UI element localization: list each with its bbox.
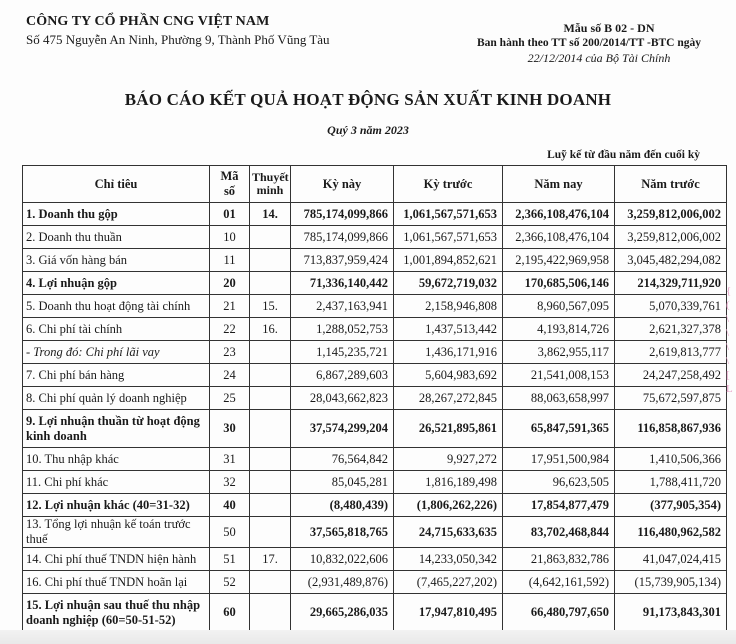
cumulative-label: Luỹ kế từ đầu năm đến cuối kỳ [547, 149, 700, 161]
cell-this-period: 785,174,099,866 [291, 226, 394, 249]
cell-this-year: 17,854,877,479 [503, 494, 615, 517]
cell-prior-year: (377,905,354) [615, 494, 727, 517]
cell-note [250, 494, 291, 517]
table-row [23, 341, 727, 364]
cell-item: 11. Chi phí khác [23, 471, 210, 494]
column-header-code: Mã số [210, 166, 250, 203]
cell-code: 51 [210, 548, 250, 571]
cell-this-period: 85,045,281 [291, 471, 394, 494]
cell-this-year: 3,862,955,117 [503, 341, 615, 364]
cell-prior-year: 3,259,812,006,002 [615, 203, 727, 226]
cell-prior-year: 2,621,327,378 [615, 318, 727, 341]
cell-prior-year: 91,173,843,301 [615, 594, 727, 632]
table-row [23, 494, 727, 517]
table-row [23, 571, 727, 594]
cell-item: - Trong đó: Chi phí lãi vay [23, 341, 210, 364]
cell-note [250, 387, 291, 410]
cell-prior-period: 14,233,050,342 [394, 548, 503, 571]
cell-note [250, 226, 291, 249]
cell-this-year: 96,623,505 [503, 471, 615, 494]
cell-code: 01 [210, 203, 250, 226]
cell-prior-period: 1,001,894,852,621 [394, 249, 503, 272]
column-header-this-period: Kỳ này [291, 166, 394, 203]
company-address: Số 475 Nguyễn An Ninh, Phường 9, Thành Phố Vũng Tàu [26, 32, 330, 47]
cell-note [250, 471, 291, 494]
column-header-prior-period: Kỳ trước [394, 166, 503, 203]
column-header-item: Chỉ tiêu [23, 166, 210, 203]
cell-this-period: 71,336,140,442 [291, 272, 394, 295]
cell-prior-year: 24,247,258,492 [615, 364, 727, 387]
cell-code: 10 [210, 226, 250, 249]
table-row [23, 249, 727, 272]
cell-note [250, 364, 291, 387]
cell-prior-period: 26,521,895,861 [394, 410, 503, 448]
cell-this-year: (4,642,161,592) [503, 571, 615, 594]
cell-prior-year: 1,788,411,720 [615, 471, 727, 494]
cell-code: 24 [210, 364, 250, 387]
cell-prior-period: (7,465,227,202) [394, 571, 503, 594]
cell-note [250, 272, 291, 295]
cell-this-year: 66,480,797,650 [503, 594, 615, 632]
cell-prior-year: 3,045,482,294,082 [615, 249, 727, 272]
cell-code: 52 [210, 571, 250, 594]
cell-this-year: 65,847,591,365 [503, 410, 615, 448]
table-row [23, 594, 727, 632]
income-statement-table [22, 165, 727, 632]
cell-note: 15. [250, 295, 291, 318]
cell-prior-period: 59,672,719,032 [394, 272, 503, 295]
cell-prior-year: 1,410,506,366 [615, 448, 727, 471]
table-row [23, 410, 727, 448]
cell-this-period: 29,665,286,035 [291, 594, 394, 632]
report-period: Quý 3 năm 2023 [327, 123, 409, 137]
table-row [23, 295, 727, 318]
cell-prior-period: 9,927,272 [394, 448, 503, 471]
form-number: Mẫu số B 02 - DN [563, 21, 655, 35]
cell-prior-period: 5,604,983,692 [394, 364, 503, 387]
cell-code: 32 [210, 471, 250, 494]
cell-prior-period: 2,158,946,808 [394, 295, 503, 318]
cell-this-year: 2,195,422,969,958 [503, 249, 615, 272]
table-row [23, 203, 727, 226]
cell-this-year: 88,063,658,997 [503, 387, 615, 410]
cell-this-period: 785,174,099,866 [291, 203, 394, 226]
cell-item: 4. Lợi nhuận gộp [23, 272, 210, 295]
column-header-note: Thuyết minh [250, 166, 291, 203]
table-row [23, 318, 727, 341]
company-header [26, 13, 330, 48]
cell-prior-period: 1,437,513,442 [394, 318, 503, 341]
cell-note [250, 249, 291, 272]
cell-note [250, 517, 291, 548]
cell-this-period: 6,867,289,603 [291, 364, 394, 387]
cell-item: 7. Chi phí bán hàng [23, 364, 210, 387]
cell-note [250, 594, 291, 632]
table-row [23, 364, 727, 387]
cell-code: 20 [210, 272, 250, 295]
cell-this-period: 10,832,022,606 [291, 548, 394, 571]
cell-this-year: 170,685,506,146 [503, 272, 615, 295]
cell-item: 12. Lợi nhuận khác (40=31-32) [23, 494, 210, 517]
cell-prior-period: 28,267,272,845 [394, 387, 503, 410]
cell-item: 16. Chi phí thuế TNDN hoãn lại [23, 571, 210, 594]
cell-code: 30 [210, 410, 250, 448]
form-reference [464, 21, 714, 66]
cell-item: 1. Doanh thu gộp [23, 203, 210, 226]
page-bottom-edge [0, 630, 736, 644]
cell-this-period: 76,564,842 [291, 448, 394, 471]
cell-this-period: (2,931,489,876) [291, 571, 394, 594]
cell-this-year: 83,702,468,844 [503, 517, 615, 548]
column-header-this-year: Năm nay [503, 166, 615, 203]
cell-note [250, 410, 291, 448]
cell-prior-period: 1,061,567,571,653 [394, 226, 503, 249]
cell-prior-year: 75,672,597,875 [615, 387, 727, 410]
cell-this-year: 2,366,108,476,104 [503, 203, 615, 226]
table-row [23, 471, 727, 494]
cell-prior-year: 116,858,867,936 [615, 410, 727, 448]
cell-item: 14. Chi phí thuế TNDN hiện hành [23, 548, 210, 571]
cell-prior-year: (15,739,905,134) [615, 571, 727, 594]
cell-item: 13. Tổng lợi nhuận kế toán trước thuế [23, 517, 210, 548]
cell-code: 25 [210, 387, 250, 410]
stamp-mark: { ( \ \ \ \ [ L [726, 285, 733, 395]
cell-this-period: 713,837,959,424 [291, 249, 394, 272]
cell-code: 22 [210, 318, 250, 341]
cell-code: 60 [210, 594, 250, 632]
table-row [23, 226, 727, 249]
cell-prior-period: 1,816,189,498 [394, 471, 503, 494]
cell-prior-year: 2,619,813,777 [615, 341, 727, 364]
report-title: BÁO CÁO KẾT QUẢ HOẠT ĐỘNG SẢN XUẤT KINH DOANH [124, 90, 612, 109]
cell-note: 16. [250, 318, 291, 341]
cell-this-year: 4,193,814,726 [503, 318, 615, 341]
cell-code: 21 [210, 295, 250, 318]
cell-this-period: 1,288,052,753 [291, 318, 394, 341]
cell-item: 15. Lợi nhuận sau thuế thu nhập doanh nghiệp (60=50-51-52) [23, 594, 210, 632]
cell-prior-year: 5,070,339,761 [615, 295, 727, 318]
cell-item: 3. Giá vốn hàng bán [23, 249, 210, 272]
cell-item: 6. Chi phí tài chính [23, 318, 210, 341]
cell-code: 31 [210, 448, 250, 471]
cell-note: 17. [250, 548, 291, 571]
cell-code: 50 [210, 517, 250, 548]
cell-this-year: 2,366,108,476,104 [503, 226, 615, 249]
cell-this-period: 2,437,163,941 [291, 295, 394, 318]
cell-this-year: 8,960,567,095 [503, 295, 615, 318]
cell-this-period: 1,145,235,721 [291, 341, 394, 364]
cell-prior-period: 24,715,633,635 [394, 517, 503, 548]
cell-code: 40 [210, 494, 250, 517]
table-row [23, 448, 727, 471]
company-name: CÔNG TY CỔ PHẦN CNG VIỆT NAM [26, 14, 270, 29]
cell-prior-period: 1,061,567,571,653 [394, 203, 503, 226]
cell-prior-period: 17,947,810,495 [394, 594, 503, 632]
cell-prior-year: 116,480,962,582 [615, 517, 727, 548]
cell-prior-year: 3,259,812,006,002 [615, 226, 727, 249]
form-issued-date: 22/12/2014 của Bộ Tài Chính [527, 51, 671, 65]
cell-prior-period: (1,806,262,226) [394, 494, 503, 517]
cell-this-year: 21,863,832,786 [503, 548, 615, 571]
cell-this-period: (8,480,439) [291, 494, 394, 517]
cell-this-period: 28,043,662,823 [291, 387, 394, 410]
cell-note [250, 571, 291, 594]
table-header-row [23, 166, 727, 203]
form-issued-by: Ban hành theo TT số 200/2014/TT -BTC ngày [476, 37, 701, 49]
cell-item: 2. Doanh thu thuần [23, 226, 210, 249]
cell-this-period: 37,574,299,204 [291, 410, 394, 448]
cell-this-year: 21,541,008,153 [503, 364, 615, 387]
column-header-prior-year: Năm trước [615, 166, 727, 203]
table-row [23, 517, 727, 548]
cell-item: 8. Chi phí quản lý doanh nghiệp [23, 387, 210, 410]
table-row [23, 548, 727, 571]
cell-item: 9. Lợi nhuận thuần từ hoạt động kinh doanh [23, 410, 210, 448]
cell-prior-year: 41,047,024,415 [615, 548, 727, 571]
cell-code: 11 [210, 249, 250, 272]
cell-code: 23 [210, 341, 250, 364]
cell-note [250, 448, 291, 471]
cell-note: 14. [250, 203, 291, 226]
table-body [23, 203, 727, 632]
table-row [23, 387, 727, 410]
cell-item: 5. Doanh thu hoạt động tài chính [23, 295, 210, 318]
cell-prior-period: 1,436,171,916 [394, 341, 503, 364]
table-row [23, 272, 727, 295]
cell-note [250, 341, 291, 364]
cell-this-year: 17,951,500,984 [503, 448, 615, 471]
cell-this-period: 37,565,818,765 [291, 517, 394, 548]
cell-item: 10. Thu nhập khác [23, 448, 210, 471]
cell-prior-year: 214,329,711,920 [615, 272, 727, 295]
